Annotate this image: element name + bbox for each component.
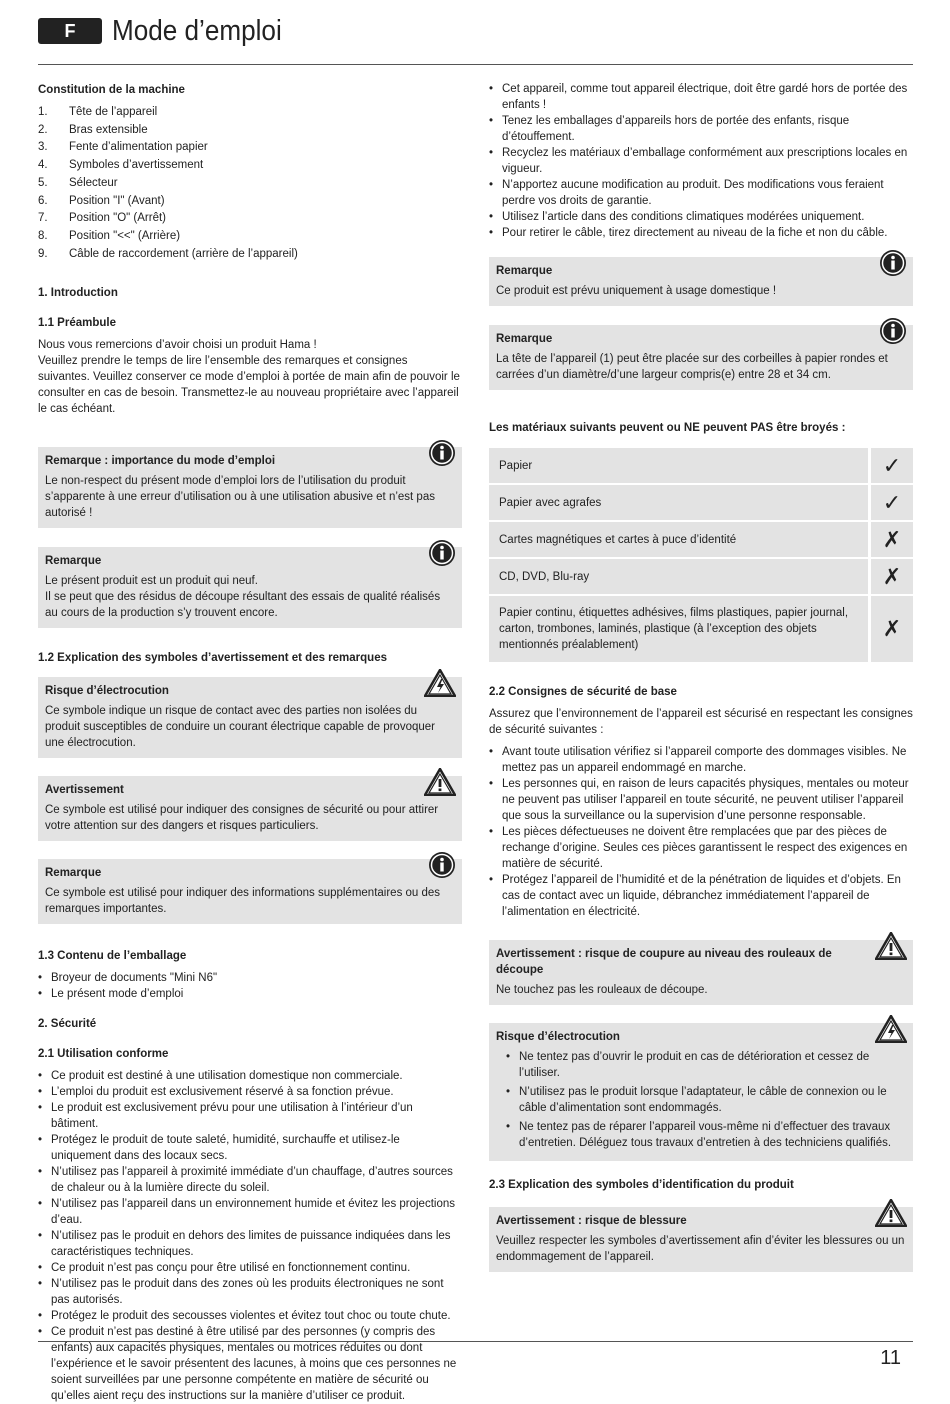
basic-safety-list [489, 744, 913, 920]
preamble-text: Veuillez prendre le temps de lire l’ensemble des remarques et consignes suivantes. Veuillez conserver ce mode d’emploi à portée de main afin de pouvoir le consulter en cas de besoin. Transmettez-le au nouveau propriétaire avec l’appareil le cas échéant. [38, 355, 460, 416]
info-icon [428, 439, 456, 467]
list-item: • Ne tentez pas d’ouvrir le produit en cas de détérioration et cessez de l’utiliser. [519, 1049, 906, 1081]
preamble-heading: 1.1 Préambule [38, 317, 116, 330]
warning-box [489, 1207, 913, 1272]
language-badge: F [38, 18, 102, 44]
list-item: • N’utilisez pas le produit en dehors des limites de puissance indiquées dans les caractéristiques techniques. [51, 1228, 462, 1260]
list-item: • N’apportez aucune modification au produit. Des modifications vous feraient perdre vos droits de garantie. [502, 177, 913, 209]
table-row [489, 596, 913, 664]
note-title: Remarque [45, 555, 102, 568]
list-item: 9. Câble de raccordement (arrière de l’appareil) [38, 247, 298, 260]
table-row [489, 559, 913, 596]
list-item: • Pour retirer le câble, tirez directement au niveau de la fiche et non du câble. [502, 225, 913, 241]
constitution-heading: Constitution de la machine [38, 84, 185, 96]
info-icon [879, 249, 907, 277]
left-column [38, 80, 462, 1404]
list-item: 4. Symboles d’avertissement [38, 159, 204, 172]
list-item: 8. Position "<<" (Arrière) [38, 229, 181, 242]
materials-table [489, 448, 913, 664]
list-item: • Protégez l’appareil de l’humidité et de la pénétration de liquides et d’objets. En cas de contact avec un liquide, débranchez immédiatement l’appareil de l’alimentation en électricité. [502, 872, 913, 920]
list-item: • N’utilisez pas le produit dans des zones où les produits électroniques ne sont pas autorisés. [51, 1276, 462, 1308]
warning-icon [424, 768, 456, 796]
list-item: • Le présent mode d’emploi [51, 986, 462, 1002]
check-icon: ✓ [868, 448, 913, 485]
materials-heading: Les matériaux suivants peuvent ou NE peuvent PAS être broyés : [489, 422, 846, 434]
note-text: Ce produit est prévu uniquement à usage domestique ! [496, 285, 777, 297]
parts-list [38, 104, 462, 263]
note-box [489, 257, 913, 306]
warning-text: Ce symbole indique un risque de contact avec des parties non isolées du produit susceptibles de conduire un courant électrique capable de provoquer une électrocution. [45, 705, 435, 750]
warning-box [489, 940, 913, 1005]
warning-box [38, 776, 462, 841]
cut-hazard-icon [875, 932, 907, 960]
list-item: • Avant toute utilisation vérifiez si l’appareil comporte des dommages visibles. Ne mettez pas un appareil endommagé en marche. [502, 744, 913, 776]
warning-text: Ce symbole est utilisé pour indiquer des consignes de sécurité ou pour attirer votre attention sur des dangers et risques particuliers. [45, 804, 439, 833]
warning-text: Ne touchez pas les rouleaux de découpe. [496, 984, 708, 996]
security-heading: 2. Sécurité [38, 1018, 97, 1031]
list-item: 2. Bras extensible [38, 123, 148, 136]
warning-title: Risque d’électrocution [496, 1031, 620, 1043]
warning-box [38, 677, 462, 758]
info-icon [879, 317, 907, 345]
note-text: La tête de l’appareil (1) peut être placée sur des corbeilles à papier rondes et carrées d’un diamètre/d’une largeur compris(e) entre 28 et 34 cm. [496, 353, 888, 381]
note-text: Le non-respect du présent mode d’emploi lors de l’utilisation du produit s’apparente à une erreur d’utilisation ou à une utilisation abusive et n’est pas autorisé ! [45, 475, 435, 520]
preamble-line: Nous vous remercions d’avoir choisi un produit Hama ! [38, 339, 317, 352]
cross-icon: ✗ [868, 522, 913, 559]
electric-hazard-icon [875, 1015, 907, 1043]
introduction-heading: 1. Introduction [38, 287, 118, 300]
list-item: • N’utilisez pas l’appareil dans un environnement humide et évitez les projections d’eau. [51, 1196, 462, 1228]
list-item: 5. Sélecteur [38, 176, 118, 189]
basic-safety-heading: 2.2 Consignes de sécurité de base [489, 686, 677, 698]
list-item: • Ce produit n’est pas destiné à être utilisé par des personnes (y compris des enfants) aux capacités physiques, mentales ou motrices réduites ou dont l’expérience et le savoir présentent des lacunes, à moins que ces personnes ne soient surveillées par une personne compétente en matière de sécurité ou qu’elles aient reçu des instructions sur la manière d’utiliser ce produit. [51, 1324, 462, 1404]
warning-title: Avertissement [45, 784, 124, 797]
usage-heading: 2.1 Utilisation conforme [38, 1048, 169, 1061]
warning-title: Avertissement : risque de blessure [496, 1215, 687, 1227]
list-item: • Utilisez l’article dans des conditions climatiques modérées uniquement. [502, 209, 913, 225]
material-label: CD, DVD, Blu-ray [489, 559, 868, 596]
warning-title: Avertissement : risque de coupure au niveau des rouleaux de découpe [496, 948, 832, 976]
page-number: 11 [880, 1347, 901, 1369]
electric-risk-list [506, 1049, 906, 1151]
note-text: Ce symbole est utilisé pour indiquer des informations supplémentaires ou des remarques importantes. [45, 887, 441, 916]
safety-list [489, 81, 913, 241]
list-item: 7. Position "O" (Arrêt) [38, 212, 166, 225]
warning-box [489, 1023, 913, 1161]
cross-icon: ✗ [868, 559, 913, 596]
material-label: Papier [489, 448, 868, 485]
list-item: • Ce produit est destiné à une utilisation domestique non commerciale. [51, 1068, 462, 1084]
note-box [38, 447, 462, 528]
list-item: • L’emploi du produit est exclusivement réservé à sa fonction prévue. [51, 1084, 462, 1100]
list-item: 3. Fente d’alimentation papier [38, 141, 208, 154]
material-label: Cartes magnétiques et cartes à puce d’identité [489, 522, 868, 559]
note-title: Remarque [496, 333, 553, 345]
note-box [38, 547, 462, 628]
list-item: • Recyclez les matériaux d’emballage conformément aux prescriptions locales en vigueur. [502, 145, 913, 177]
info-icon [428, 851, 456, 879]
usage-list [38, 1068, 462, 1404]
right-column [489, 81, 913, 1272]
page-header [38, 12, 913, 65]
note-text: Il se peut que des résidus de découpe résultant des essais de qualité réalisés au cours de la production s’y trouvent encore. [45, 591, 441, 620]
warning-icon [875, 1199, 907, 1227]
list-item: • Tenez les emballages d’appareils hors de portée des enfants, risque d’étouffement. [502, 113, 913, 145]
list-item: • Cet appareil, comme tout appareil électrique, doit être gardé hors de portée des enfants ! [502, 81, 913, 113]
note-text: Le présent produit est un produit qui neuf. [45, 575, 258, 588]
table-row [489, 485, 913, 522]
symbols-heading: 1.2 Explication des symboles d’avertissement et des remarques [38, 652, 387, 665]
list-item: • Le produit est exclusivement prévu pour une utilisation à l’intérieur d’un bâtiment. [51, 1100, 462, 1132]
page-title: Mode d’emploi [112, 15, 282, 47]
list-item: • Ce produit n’est pas conçu pour être utilisé en fonctionnement continu. [51, 1260, 462, 1276]
note-box [489, 325, 913, 390]
electric-hazard-icon [424, 669, 456, 697]
list-item: • Protégez le produit de toute saleté, humidité, surchauffe et utilisez-le uniquement dans des locaux secs. [51, 1132, 462, 1164]
note-title: Remarque [45, 867, 102, 880]
contents-list [38, 970, 462, 1002]
warning-text: Veuillez respecter les symboles d’avertissement afin d’éviter les blessures ou un endommagement de l’appareil. [496, 1235, 905, 1263]
list-item: • Broyeur de documents "Mini N6" [51, 970, 462, 986]
list-item: • Les pièces défectueuses ne doivent être remplacées que par des pièces de rechange d’origine. Seules ces pièces garantissent le respect des exigences en matière de sécurité. [502, 824, 913, 872]
list-item: 1. Tête de l’appareil [38, 106, 158, 118]
info-icon [428, 539, 456, 567]
basic-intro: Assurez que l’environnement de l’appareil est sécurisé en respectant les consignes de sécurité suivantes : [489, 708, 913, 736]
note-box [38, 859, 462, 924]
list-item: 6. Position "I" (Avant) [38, 194, 165, 207]
contents-heading: 1.3 Contenu de l’emballage [38, 950, 187, 963]
check-icon: ✓ [868, 485, 913, 522]
material-label: Papier continu, étiquettes adhésives, films plastiques, papier journal, carton, trombones, laminés, plastique (à l’exception des objets mentionnés préalablement) [489, 596, 868, 664]
page-footer [38, 1341, 913, 1369]
table-row [489, 522, 913, 559]
list-item: • Ne tentez pas de réparer l’appareil vous-même ni d’effectuer des travaux d’entretien. Déléguez tous travaux d’entretien à des techniciens qualifiés. [519, 1119, 906, 1151]
list-item: • N’utilisez pas le produit lorsque l’adaptateur, le câble de connexion ou le câble d’alimentation sont endommagés. [519, 1084, 906, 1116]
note-title: Remarque [496, 265, 553, 277]
list-item: • N’utilisez pas l’appareil à proximité immédiate d’un chauffage, d’autres sources de chaleur ou à la lumière directe du soleil. [51, 1164, 462, 1196]
table-row [489, 448, 913, 485]
cross-icon: ✗ [868, 596, 913, 664]
material-label: Papier avec agrafes [489, 485, 868, 522]
list-item: • Protégez le produit des secousses violentes et évitez tout choc ou toute chute. [51, 1308, 462, 1324]
identification-heading: 2.3 Explication des symboles d’identification du produit [489, 1179, 794, 1191]
list-item: • Les personnes qui, en raison de leurs capacités physiques, mentales ou moteur ne peuvent pas utiliser l’appareil en toute sécurité, ne peuvent utiliser l’appareil que sous la surveillance ou la supervision d’une personne responsable. [502, 776, 913, 824]
note-title: Remarque : importance du mode d’emploi [45, 455, 276, 468]
warning-title: Risque d’électrocution [45, 685, 169, 698]
